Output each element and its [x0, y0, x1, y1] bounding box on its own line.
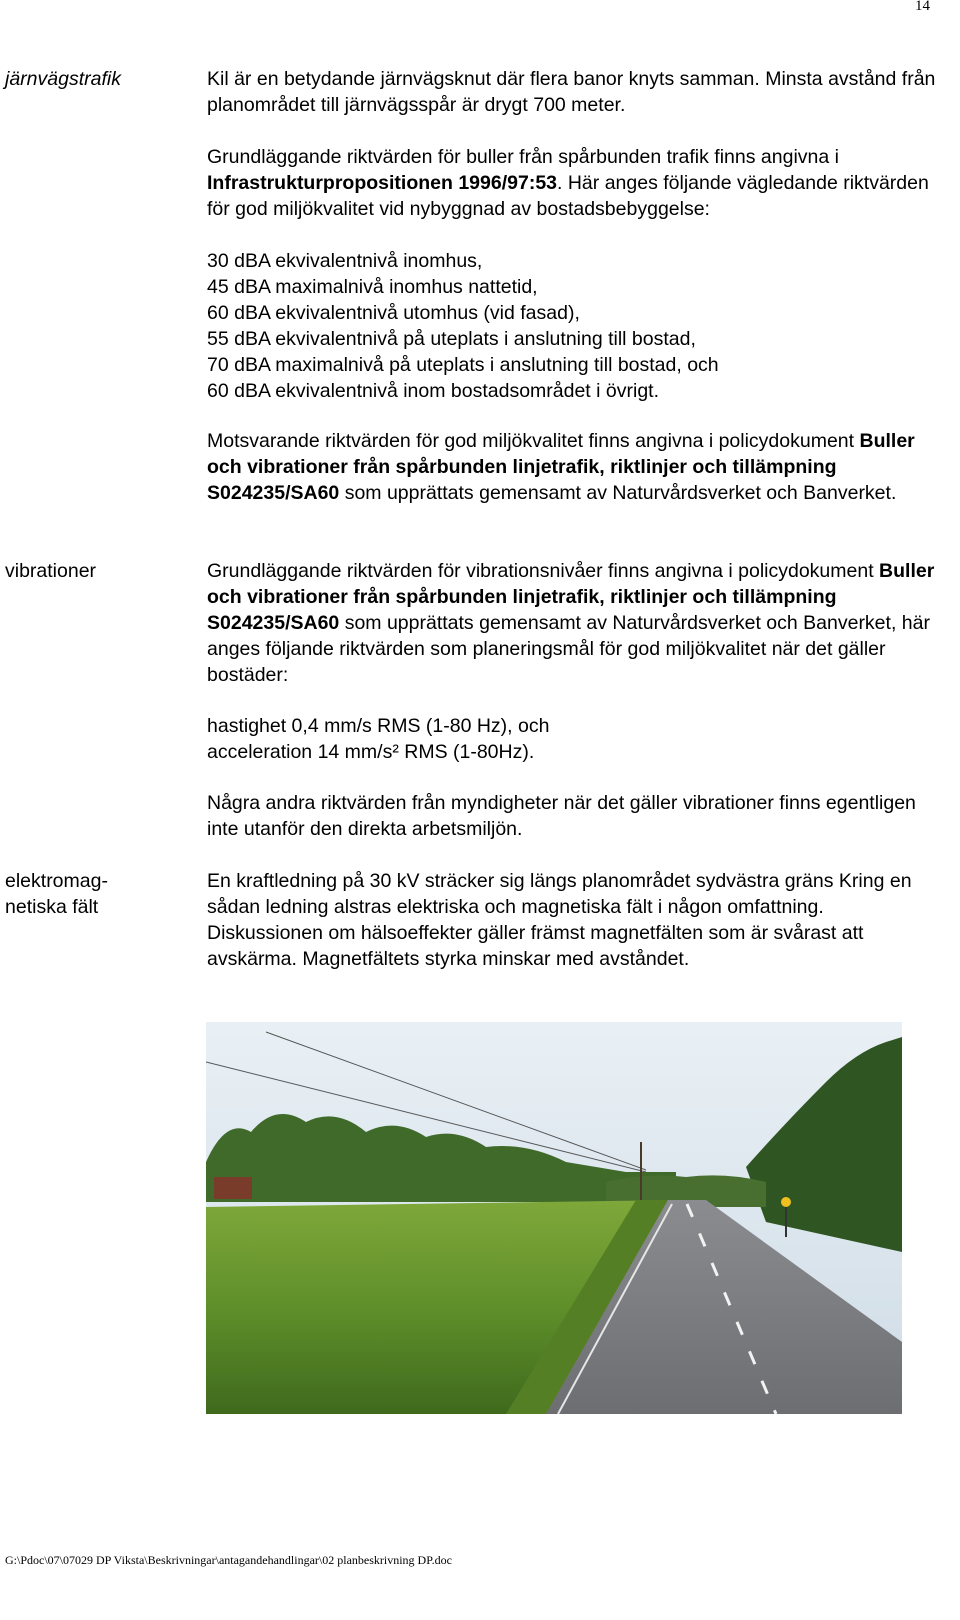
- rail-value-item: 70 dBA maximalnivå på uteplats i anslutning till bostad, och: [207, 354, 719, 376]
- rail-value-item: 60 dBA ekvivalentnivå utomhus (vid fasad),: [207, 302, 580, 324]
- page-number: 14: [915, 0, 930, 14]
- document-path-footer: G:\Pdoc\07\07029 DP Viksta\Beskrivningar\antagandehandlingar\02 planbeskrivning DP.doc: [5, 1553, 452, 1567]
- rail-p3-text-end: som upprättats gemensamt av Naturvårdsverket och Banverket.: [339, 482, 897, 504]
- vibration-value-item: hastighet 0,4 mm/s RMS (1-80 Hz), och: [207, 715, 550, 737]
- vibration-p1-text-end: som upprättats gemensamt av Naturvårdsverket och Banverket, här anges följande riktvärden som planeringsmål för god miljökvalitet när det gäller bostäder:: [207, 612, 930, 686]
- vibration-paragraph-1: [207, 558, 937, 688]
- landscape-photo: [206, 1022, 902, 1414]
- rail-values-list: [207, 248, 937, 404]
- section-label-emf-line: elektromag-: [5, 870, 108, 892]
- rail-p2-text: Grundläggande riktvärden för buller från spårbunden trafik finns angivna i: [207, 146, 839, 168]
- rail-p2-text-end: . Här anges följande vägledande riktvärden för god miljökvalitet vid nybyggnad av bostadsbebyggelse:: [207, 172, 929, 220]
- rail-value-item: 60 dBA ekvivalentnivå inom bostadsområdet i övrigt.: [207, 380, 659, 402]
- rail-value-item: 30 dBA ekvivalentnivå inomhus,: [207, 250, 483, 272]
- rail-p3-text: Motsvarande riktvärden för god miljökvalitet finns angivna i policydokument: [207, 430, 860, 452]
- barn: [214, 1177, 252, 1199]
- rail-value-item: 45 dBA maximalnivå inomhus nattetid,: [207, 276, 538, 298]
- rail-paragraph-2: [207, 144, 937, 222]
- vibration-values-list: [207, 713, 937, 765]
- emf-paragraph-1: En kraftledning på 30 kV sträcker sig längs planområdet sydvästra gräns Kring en sådan ledning alstras elektriska och magnetiska fält i någon omfattning. Diskussionen om hälsoeffekter gäller främst magnetfälten som är svårast att avskärma. Magnetfältets styrka minskar med avståndet.: [207, 870, 912, 970]
- section-label-emf-line: netiska fält: [5, 896, 99, 918]
- section-label-vibration: vibrationer: [5, 560, 97, 582]
- vibration-paragraph-2: Några andra riktvärden från myndigheter när det gäller vibrationer finns egentligen inte utanför den direkta arbetsmiljön.: [207, 792, 916, 840]
- rail-value-item: 55 dBA ekvivalentnivå på uteplats i anslutning till bostad,: [207, 328, 696, 350]
- vibration-p1-reference: Buller och vibrationer från spårbunden linjetrafik, riktlinjer och tillämpning S024235/SA60: [207, 560, 935, 634]
- section-label-emf: [5, 868, 190, 920]
- vibration-p1-text: Grundläggande riktvärden för vibrationsnivåer finns angivna i policydokument: [207, 560, 880, 582]
- rail-paragraph-1: Kil är en betydande järnvägsknut där flera banor knyts samman. Minsta avstånd från planområdet till järnvägsspår är drygt 700 meter.: [207, 68, 936, 116]
- vibration-value-item: acceleration 14 mm/s² RMS (1-80Hz).: [207, 741, 535, 763]
- section-label-rail: järnvägstrafik: [5, 68, 121, 90]
- road-sign: [781, 1197, 791, 1207]
- rail-paragraph-3: [207, 428, 937, 506]
- rail-p2-reference: Infrastrukturpropositionen 1996/97:53: [207, 172, 558, 194]
- rail-p3-reference: Buller och vibrationer från spårbunden linjetrafik, riktlinjer och tillämpning S024235/SA60: [207, 430, 915, 504]
- landscape-photo-drawing: [206, 1022, 902, 1414]
